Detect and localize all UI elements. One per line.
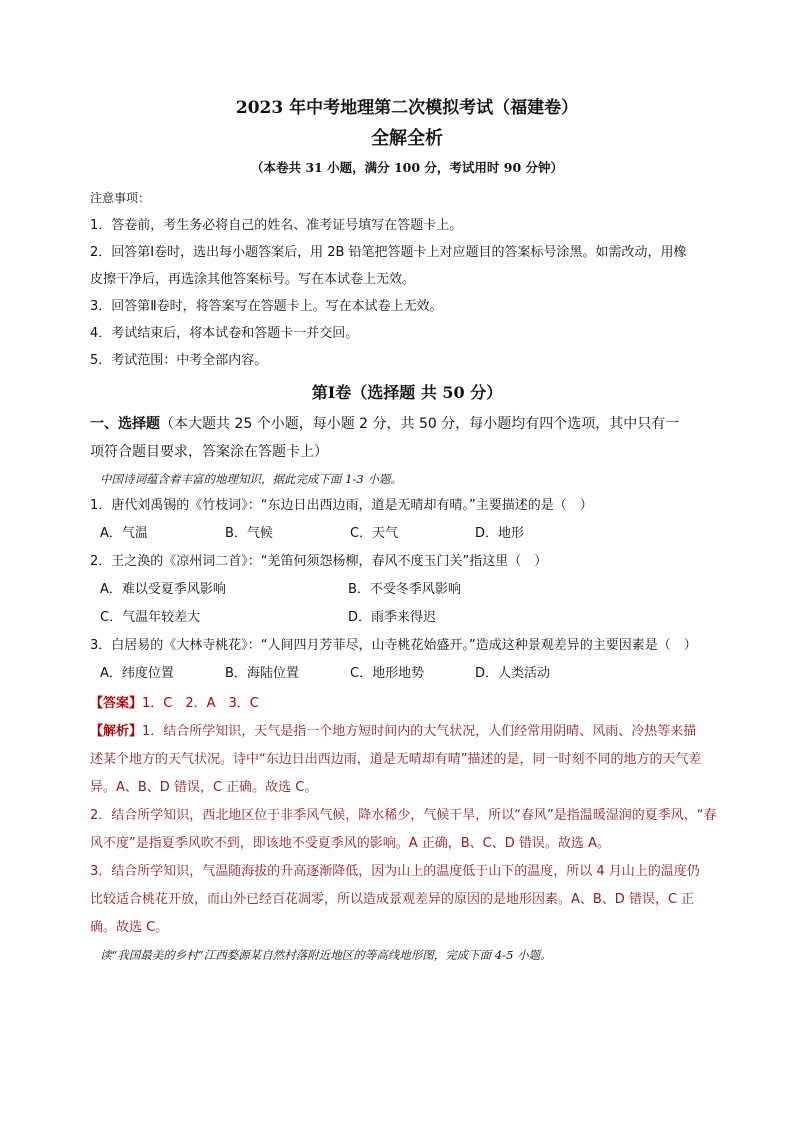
part-label: 一、选择题 — [90, 416, 160, 432]
analysis-label: 【解析】 — [90, 724, 143, 739]
analysis-text: 1．结合所学知识，天气是指一个地方短时间内的大气状况，人们经常用阴晴、风雨、冷热等来描 — [142, 724, 697, 739]
part-heading — [90, 410, 724, 438]
section-title: 第Ⅰ卷（选择题 共 50 分） — [311, 383, 503, 402]
question-options — [90, 660, 724, 688]
analysis-line: 异。A、B、D 错误，C 正确。故选 C。 — [90, 780, 318, 795]
analysis-line: 2．结合所学知识，西北地区位于非季风气候，降水稀少，气候干旱，所以“春风”是指温暖湿润的夏季风，“春 — [90, 808, 717, 823]
analysis-line: 比较适合桃花开放，而山外已经百花凋零，所以造成景观差异的原因的是地形因素。A、B、D 错误，C 正 — [90, 892, 695, 907]
question-intro: 中国诗词蕴含着丰富的地理知识，据此完成下面 1-3 小题。 — [100, 472, 402, 486]
option-c: C．气温年较差大 — [100, 610, 201, 625]
note-item: 4．考试结束后，将本试卷和答题卡一并交回。 — [90, 326, 359, 341]
analysis-line: 风不度”是指夏季风吹不到，即该地不受夏季风的影响。A 正确，B、C、D 错误。故选 A。 — [90, 836, 610, 851]
part-desc-1: （本大题共 25 个小题，每小题 2 分，共 50 分，每小题均有四个选项，其中只有一 — [160, 416, 680, 432]
analysis-line: 确。故选 C。 — [90, 920, 169, 935]
question-stem: 3．白居易的《大林寺桃花》：“人间四月芳菲尽，山寺桃花始盛开。”造成这种景观差异的主要因素是（ ） — [90, 638, 697, 653]
part-desc-2: 项符合题目要求，答案涂在答题卡上） — [90, 444, 328, 460]
question-intro: 读“我国最美的乡村”江西婺源某自然村落附近地区的等高线地形图，完成下面 4-5 小题。 — [100, 948, 552, 962]
exam-title: 2023 年中考地理第二次模拟考试（福建卷） — [235, 98, 579, 118]
notes-heading: 注意事项： — [90, 191, 151, 205]
option-a: A．纬度位置 — [100, 666, 174, 681]
note-item: 2．回答第Ⅰ卷时，选出每小题答案后，用 2B 铅笔把答题卡上对应题目的答案标号涂黑。如需改动，用橡 — [90, 245, 687, 260]
exam-scope: （本卷共 31 小题，满分 100 分，考试用时 90 分钟） — [251, 160, 563, 175]
note-item: 5．考试范围：中考全部内容。 — [90, 353, 268, 368]
question-stem: 1．唐代刘禹锡的《竹枝词》：“东边日出西边雨，道是无晴却有晴。”主要描述的是（ ） — [90, 498, 593, 513]
question-options — [90, 576, 724, 604]
note-item: 1．答卷前，考生务必将自己的姓名、准考证号填写在答题卡上。 — [90, 218, 463, 233]
answer-text: 1．C 2．A 3．C — [142, 696, 259, 711]
question-options — [90, 520, 724, 548]
answer-line — [90, 690, 724, 718]
note-item: 皮擦干净后，再选涂其他答案标号。写在本试卷上无效。 — [90, 272, 416, 287]
analysis-line: 述某个地方的天气状况。诗中“东边日出西边雨，道是无晴却有晴”描述的是，同一时刻不同的地方的天气差 — [90, 752, 702, 767]
option-d: D．雨季来得迟 — [348, 610, 437, 625]
option-c: C．地形地势 — [350, 666, 425, 681]
note-item: 3．回答第Ⅱ卷时，将答案写在答题卡上。写在本试卷上无效。 — [90, 299, 443, 314]
question-options — [90, 604, 724, 632]
question-stem: 2．王之涣的《凉州词二首》：“羌笛何须怨杨柳，春风不度玉门关”指这里（ ） — [90, 554, 548, 569]
analysis-line: 3．结合所学知识，气温随海拔的升高逐渐降低，因为山上的温度低于山下的温度，所以 4 月山上的温度仍 — [90, 864, 700, 879]
option-a: A．气温 — [100, 526, 148, 541]
analysis-line — [90, 718, 724, 746]
option-b: B．海陆位置 — [225, 666, 299, 681]
option-d: D．地形 — [475, 526, 525, 541]
answer-label: 【答案】 — [90, 696, 143, 711]
option-b: B．不受冬季风影响 — [348, 582, 461, 597]
exam-subtitle: 全解全析 — [371, 128, 443, 149]
option-c: C．天气 — [350, 526, 399, 541]
option-b: B．气候 — [225, 526, 273, 541]
option-d: D．人类活动 — [475, 666, 551, 681]
option-a: A．难以受夏季风影响 — [100, 582, 226, 597]
